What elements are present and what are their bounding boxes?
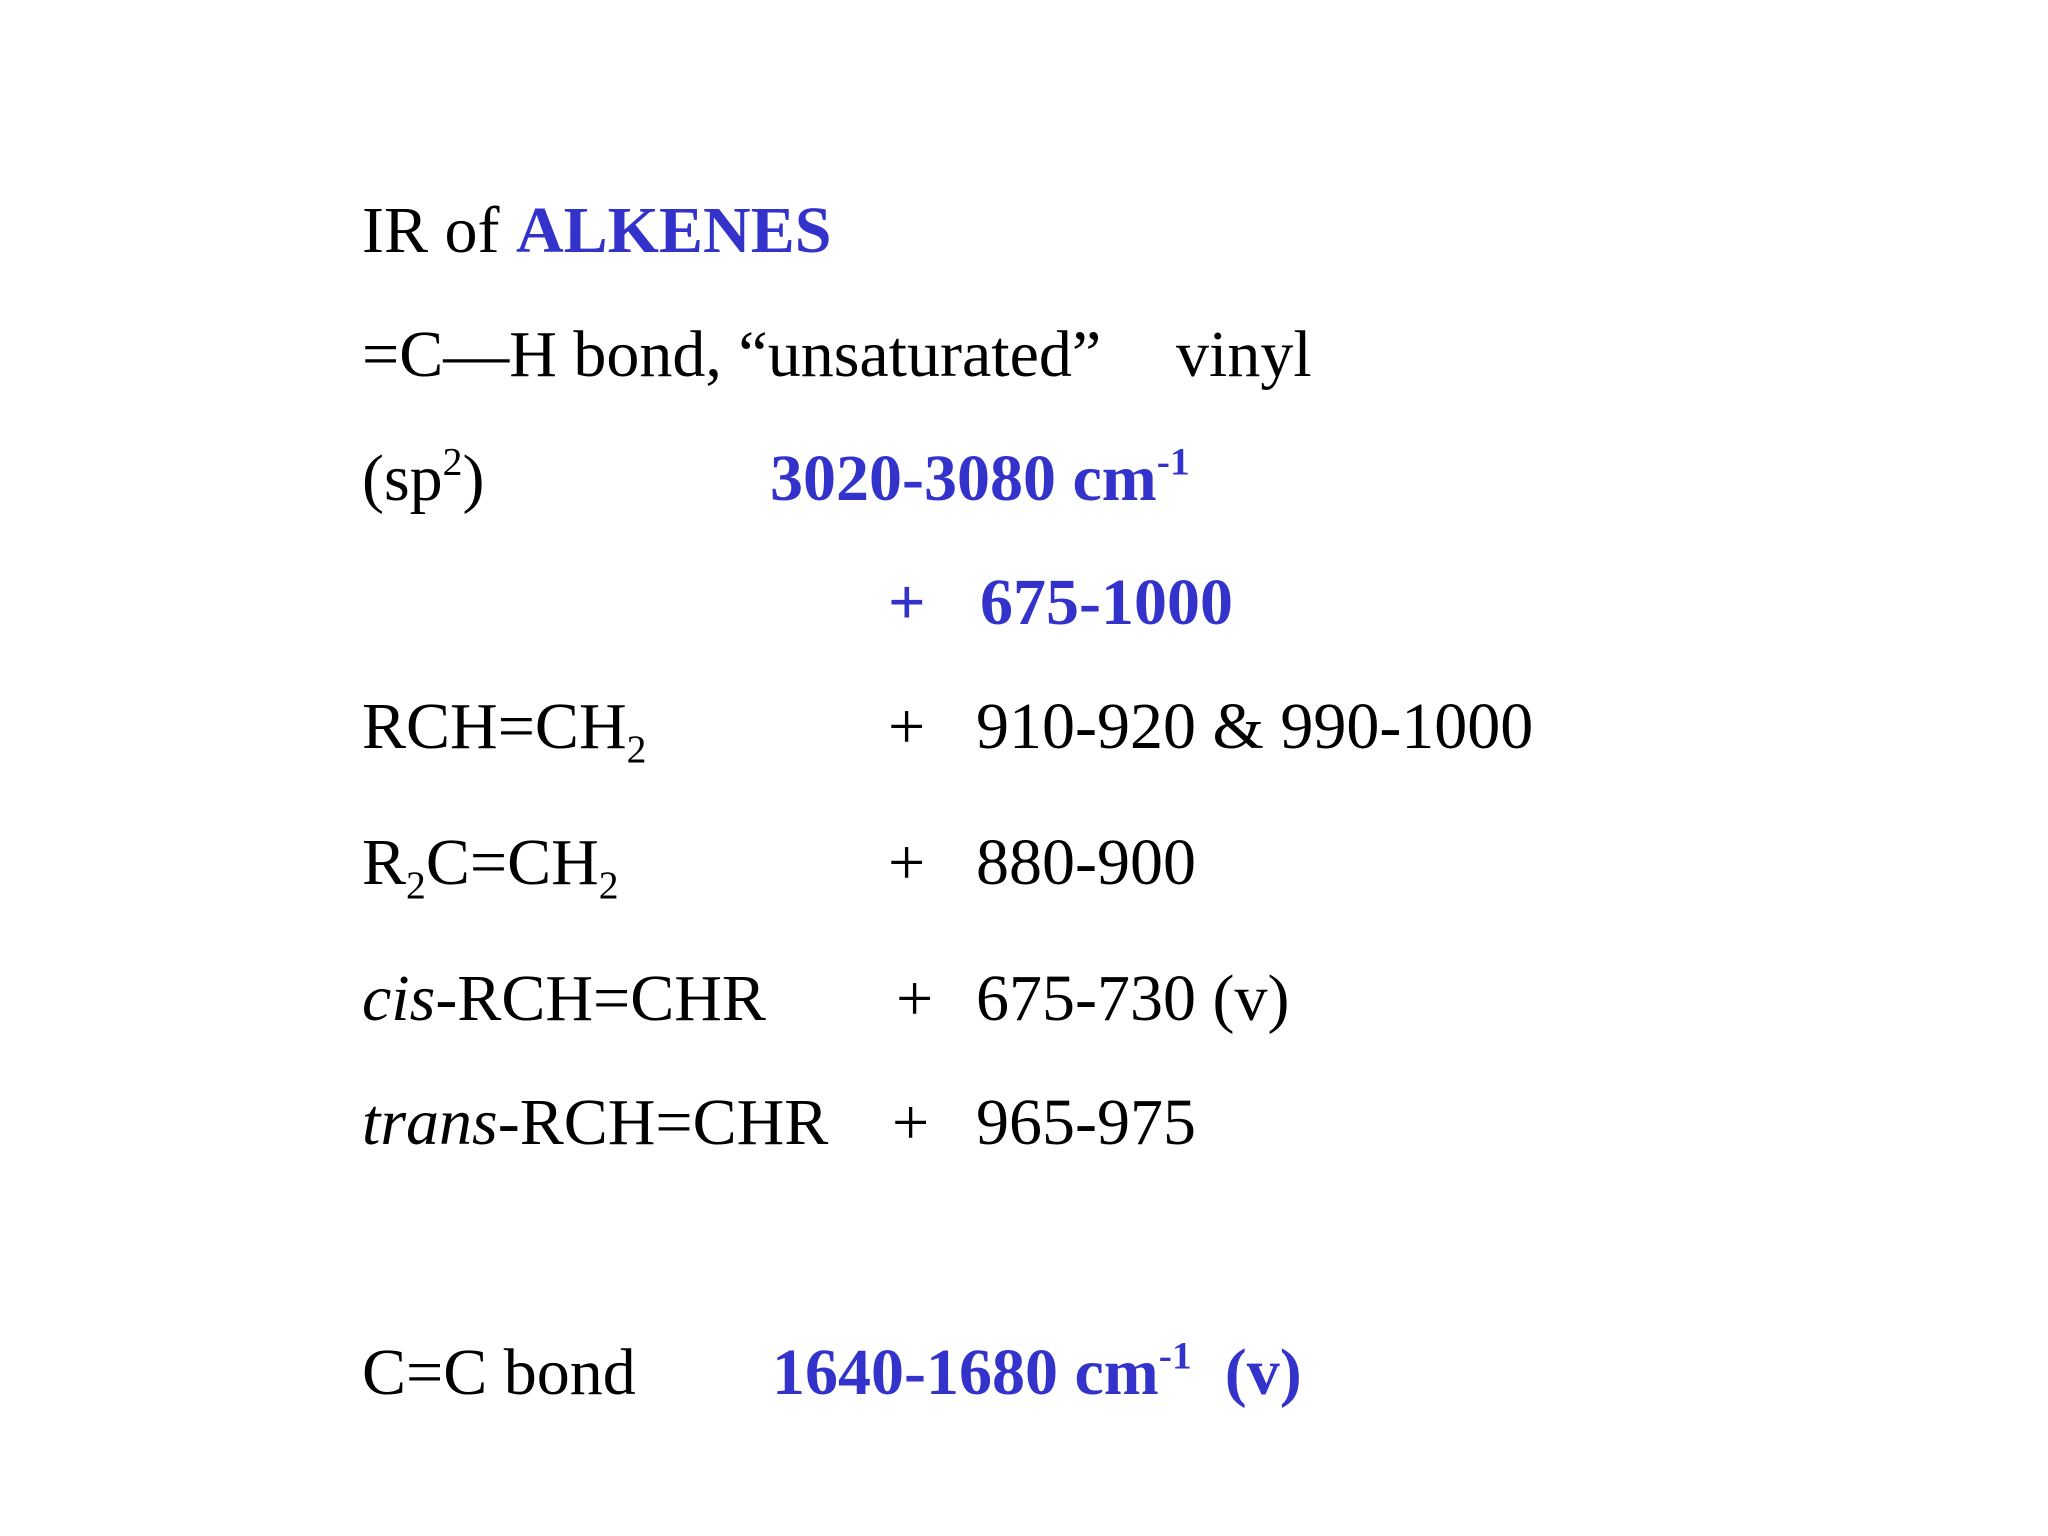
cc-bond-suffix: (v) bbox=[1224, 1336, 1302, 1409]
rch-ch2-formula: $RCH=CH_2$ bbox=[362, 690, 647, 771]
title-highlight: ALKENES bbox=[515, 194, 832, 267]
oop-range: 675-1000 bbox=[980, 566, 1233, 639]
sp2-range: 3020-3080 $cm^{-1}$ bbox=[770, 439, 1190, 515]
sp2-label: $(sp^2)$ bbox=[362, 439, 485, 515]
sp2-unit-superscript: -1 bbox=[1156, 439, 1190, 484]
cc-bond-label: C=C bond bbox=[362, 1336, 636, 1409]
trans-value: 965-975 bbox=[976, 1086, 1196, 1159]
r2c-ch2-value: 880-900 bbox=[976, 826, 1196, 899]
trans-plus: + bbox=[892, 1086, 930, 1159]
sp2-superscript: 2 bbox=[442, 439, 463, 484]
ch-bond-line bbox=[362, 318, 1102, 391]
cis-value: 675-730 (v) bbox=[976, 962, 1290, 1035]
r2c-ch2-plus: + bbox=[888, 826, 926, 899]
title-prefix: IR of bbox=[362, 194, 500, 267]
oop-plus: + bbox=[888, 566, 926, 639]
cc-bond-range: 1640-1680 $cm^{-1}$ (v) bbox=[772, 1333, 1302, 1409]
trans-formula: trans-RCH=CHR bbox=[362, 1086, 829, 1159]
cis-formula: cis-RCH=CHR bbox=[362, 962, 766, 1035]
slide-title bbox=[362, 194, 832, 267]
cis-plus: + bbox=[896, 962, 934, 1035]
cc-unit-superscript: -1 bbox=[1158, 1333, 1192, 1378]
r2c-ch2-formula: $R_2C=CH_2$ bbox=[362, 826, 619, 907]
vinyl-label: vinyl bbox=[1176, 318, 1312, 391]
rch-ch2-value: 910-920 & 990-1000 bbox=[976, 690, 1534, 763]
ch-bond-text: =C—H bond, “unsaturated” bbox=[362, 318, 1102, 391]
rch-ch2-plus: + bbox=[888, 690, 926, 763]
